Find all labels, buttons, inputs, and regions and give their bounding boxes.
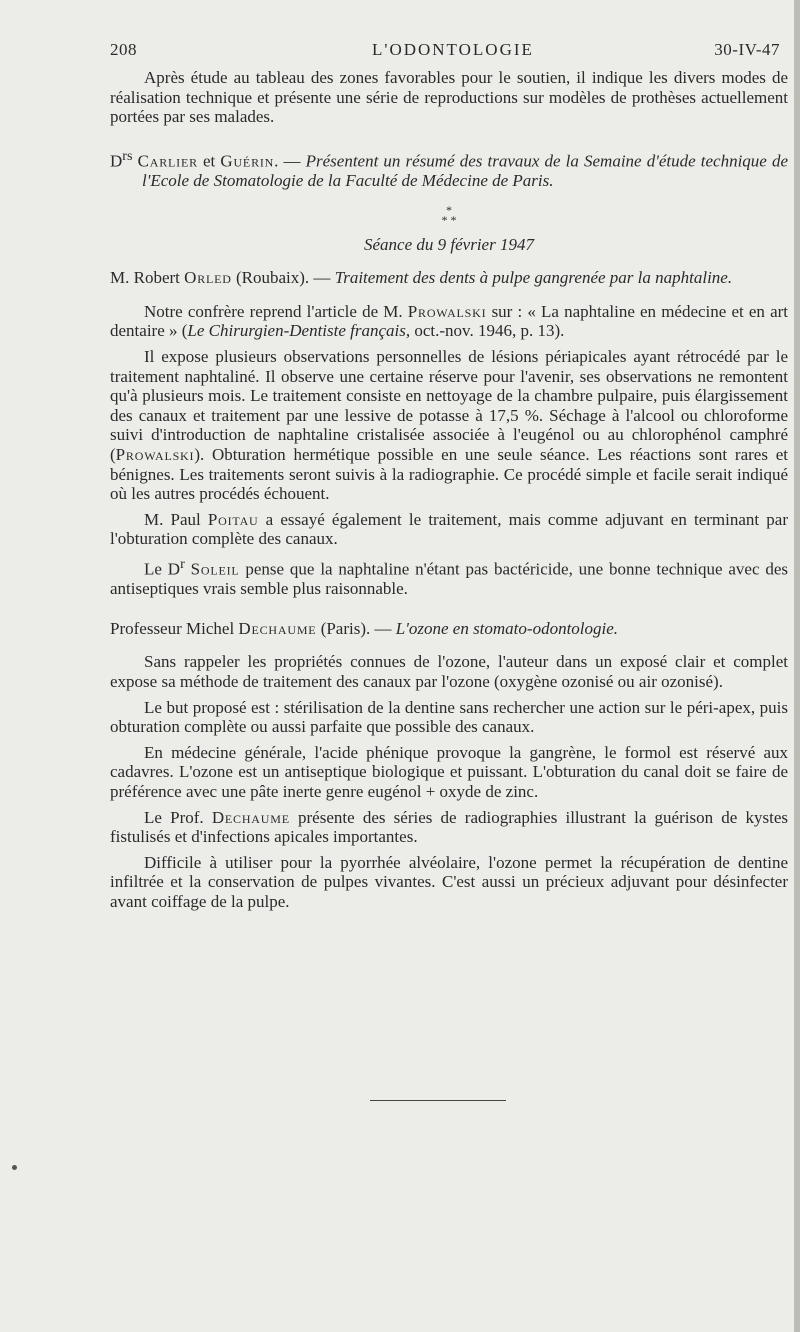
entry-carlier-guerin: $D^{rs}$ Carlier et Guérin. — Présentent un résumé des travaux de la Semaine d'étude technique de l'Ecole de Stomatologie de la Faculté de Médecine de Paris. — [110, 147, 788, 191]
entry-orled: M. Robert Orled (Roubaix). — Traitement des dents à pulpe gangrenée par la naphtaline. — [110, 268, 733, 288]
author-name: Dechaume — [238, 618, 317, 638]
journal-title: L'ODONTOLOGIE — [372, 40, 534, 59]
page-edge-shadow — [794, 0, 800, 1332]
asterisk-top: * — [446, 202, 452, 217]
author-name: Carlier — [137, 151, 198, 171]
author-name: Orled — [184, 268, 232, 288]
entry-title: Présentent un résumé des travaux de la Semaine d'étude technique de l'Ecole de Stomatologie de la Faculté de Médecine de Paris. — [142, 151, 788, 191]
paragraph: Notre confrère reprend l'article de M. Prowalski sur : « La naphtaline en médecine et en art dentaire » (Le Chirurgien-Dentiste français, oct.-nov. 1946, p. 13). — [110, 301, 788, 341]
paragraph: Difficile à utiliser pour la pyorrhée alvéolaire, l'ozone permet la récupération de dentine infiltrée et la conservation de pulpes vivantes. C'est aussi un précieux adjuvant pour désinfecter avant coiffage de la pulpe. — [110, 852, 788, 911]
running-header — [110, 40, 788, 68]
paragraph: Sans rappeler les propriétés connues de l'ozone, l'auteur dans un exposé clair et complet expose sa méthode de traitement des canaux par l'ozone (oxygène ozonisé ou air ozonisé). — [110, 652, 788, 691]
doctors-abbrev: D — [110, 151, 123, 171]
page-number: 208 — [110, 40, 137, 59]
session-heading: Séance du 9 février 1947 — [364, 234, 534, 254]
body-text — [110, 68, 788, 912]
paragraph: Le but proposé est : stérilisation de la dentine sans rechercher une action sur le péri-apex, puis obturation complète ou aussi parfaite que possible des canaux. — [110, 697, 788, 737]
paragraph-intro: Après étude au tableau des zones favorables pour le soutien, il indique les divers modes de réalisation technique et présente une série de reproductions sur modèles de prothèses actuellement portées par ses malades. — [110, 68, 788, 127]
doctors-abbrev-sup: rs — [122, 147, 133, 164]
end-rule — [370, 1100, 506, 1101]
asterisks-bottom: * * — [441, 212, 457, 227]
entry-title: Traitement des dents à pulpe gangrenée par la naphtaline. — [334, 268, 733, 288]
paragraph: En médecine générale, l'acide phénique provoque la gangrène, le formol est réservé aux cadavres. L'ozone est un antiseptique biologique et puissant. L'obturation du canal doit se faire de préférence avec une pâte inerte genre eugénol + oxyde de zinc. — [110, 742, 788, 801]
author-name: Guérin — [220, 151, 275, 171]
paragraph: M. Paul Poitau a essayé également le traitement, mais comme adjuvant en terminant par l'obturation complète des canaux. — [110, 509, 788, 549]
entry-dechaume: Professeur Michel Dechaume (Paris). — L'ozone en stomato-odontologie. — [110, 618, 619, 638]
issue-date: 30-IV-47 — [714, 40, 780, 59]
paragraph: Le Prof. Dechaume présente des séries de radiographies illustrant la guérison de kystes fistulisés et d'infections apicales importantes. — [110, 807, 788, 847]
paragraph: Le $D^r$ Soleil pense que la naphtaline n'étant pas bactéricide, une bonne technique avec des antiseptiques vrais semble plus raisonnable. — [110, 555, 788, 599]
entry-title: L'ozone en stomato-odontologie. — [395, 618, 619, 638]
paragraph: Il expose plusieurs observations personnelles de lésions périapicales ayant rétrocédé par le traitement naphtaliné. Il observe une certaine réserve pour l'avenir, ses observations ne remontent qu'à plusieurs mois. Le traitement consiste en nettoyage de la chambre pulpaire, puis élargissement des canaux et traitement par une lessive de potasse à 17,5 %. Séchage à l'alcool ou chloroforme suivi d'introduction de naphtaline cristalisée associée à l'eugénol ou au chlorophénol camphré (Prowalski). Obturation hermétique possible en une seule séance. Les réactions sont rares et bénignes. Les traitements seront suivis à la radiographie. Ce procédé simple et facile serait indiqué où les autres procédés échouent. — [110, 347, 788, 504]
ink-speck — [12, 1165, 17, 1170]
section-separator — [110, 202, 788, 227]
